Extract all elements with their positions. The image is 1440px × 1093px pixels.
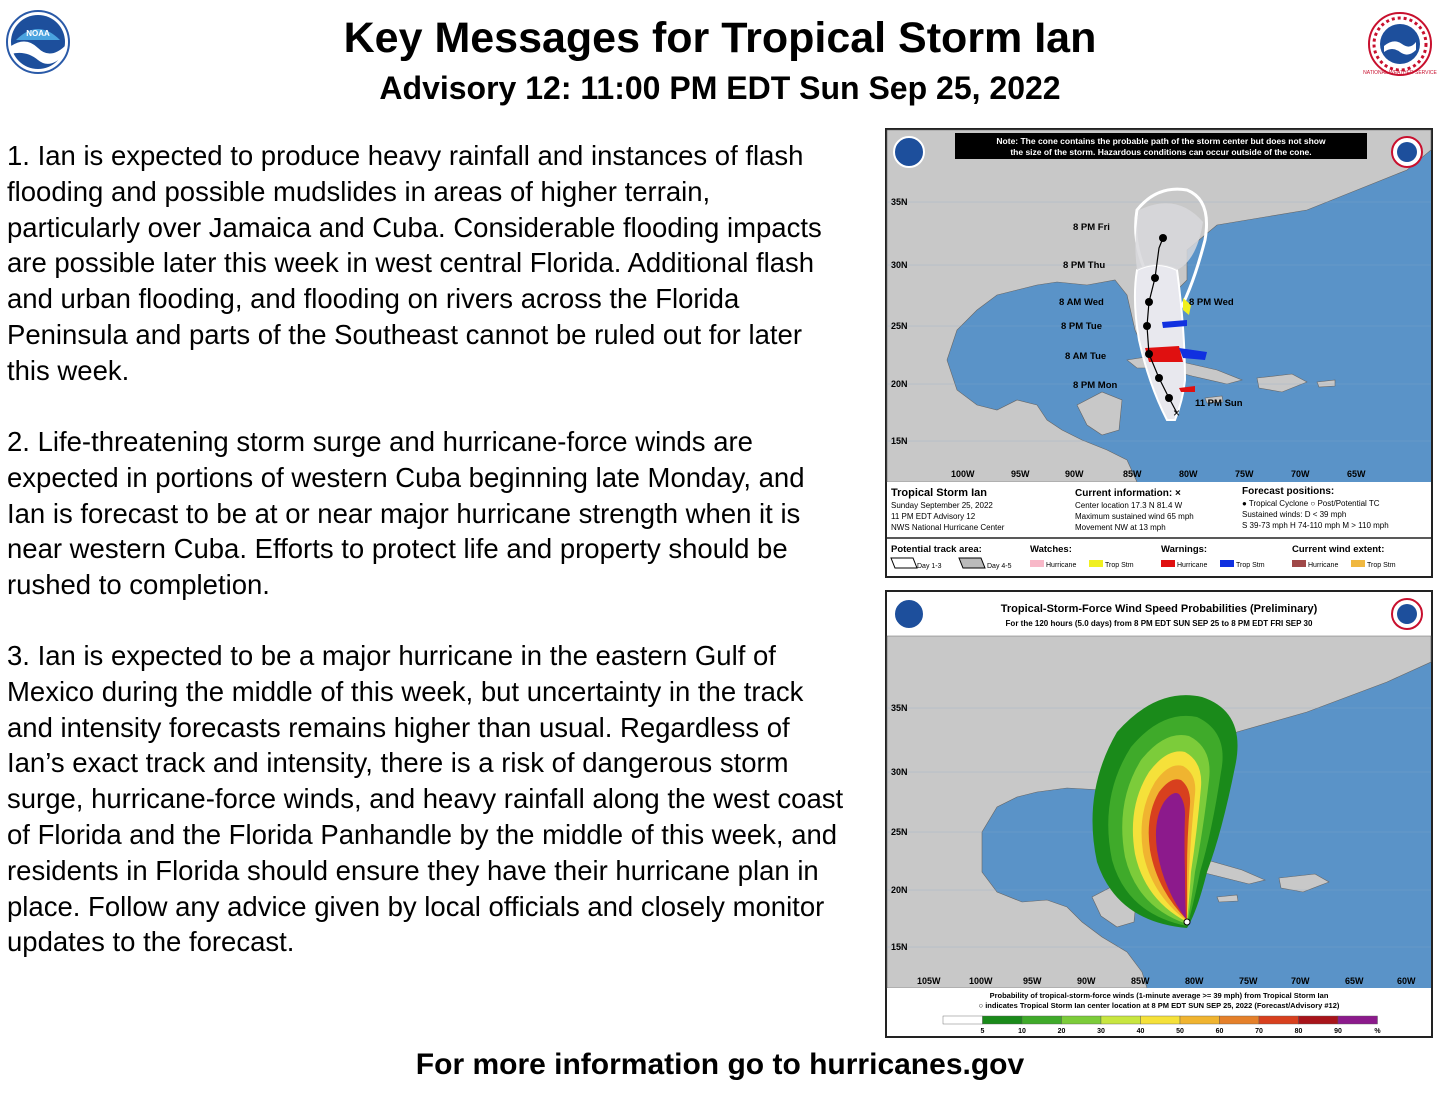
warnings-item: Trop Stm xyxy=(1236,562,1265,569)
lat-label: 20N xyxy=(891,379,908,389)
scale-label: 70 xyxy=(1255,1028,1263,1035)
scale-swatch xyxy=(1338,1016,1378,1024)
current-info-line: Movement NW at 13 mph xyxy=(1075,523,1166,532)
scale-swatch xyxy=(1141,1016,1181,1024)
advisory-number: 11 PM EDT Advisory 12 xyxy=(891,512,976,521)
advisory-center: NWS National Hurricane Center xyxy=(891,523,1005,532)
lon-label: 95W xyxy=(1011,469,1030,479)
lon-label: 85W xyxy=(1131,976,1150,986)
nws-mini-logo-inner xyxy=(1397,142,1417,162)
advisory-subtitle: Advisory 12: 11:00 PM EDT Sun Sep 25, 2022 xyxy=(379,70,1061,106)
scale-label: 20 xyxy=(1057,1028,1066,1035)
scale-label: 80 xyxy=(1294,1028,1303,1035)
forecast-cone-map xyxy=(885,128,1433,578)
track-label: 8 PM Fri xyxy=(1073,222,1110,233)
track-label: 8 AM Tue xyxy=(1065,351,1107,362)
forecast-positions-line: S 39-73 mph H 74-110 mph M > 110 mph xyxy=(1242,521,1389,530)
track-label: 8 PM Wed xyxy=(1189,297,1234,308)
key-message-3: 3. Ian is expected to be a major hurricane in the eastern Gulf of Mexico during the middle of this week, but uncertainty in the track and intensity forecasts remains higher than usual. Regardless of Ian’s exact track and intensity, there is a risk of dangerous storm surge, hurricane-force winds, and heavy rainfall along the west coast of Florida and the Florida Panhandle by the middle of this week, and residents in Florida should ensure they have their hurricane plan in place. Follow any advice given by local officials and closely monitor updates to the forecast. xyxy=(7,640,844,958)
advisory-date: Sunday September 25, 2022 xyxy=(891,501,993,510)
lon-label: 85W xyxy=(1123,469,1142,479)
scale-label: % xyxy=(1374,1028,1381,1035)
scale-swatch xyxy=(1101,1016,1141,1024)
prob-map-subtitle: For the 120 hours (5.0 days) from 8 PM EDT SUN SEP 25 to 8 PM EDT FRI SEP 30 xyxy=(1005,619,1313,628)
warnings-item: Hurricane xyxy=(1177,562,1208,569)
lon-label: 65W xyxy=(1347,469,1366,479)
current-position-marker: × xyxy=(1173,406,1181,420)
scale-label: 30 xyxy=(1097,1028,1105,1035)
scale-swatch xyxy=(983,1016,1023,1024)
scale-label: 10 xyxy=(1018,1028,1026,1035)
forecast-positions-line: ● Tropical Cyclone ○ Post/Potential TC xyxy=(1242,499,1380,508)
lat-label: 15N xyxy=(891,942,908,952)
lon-label: 100W xyxy=(969,976,993,986)
scale-swatch xyxy=(1062,1016,1102,1024)
storm-center-marker xyxy=(1184,919,1190,925)
track-label: 8 AM Wed xyxy=(1059,297,1104,308)
scale-swatch xyxy=(1299,1016,1339,1024)
lat-label: 25N xyxy=(891,321,908,331)
track-area-item: Day 4-5 xyxy=(987,563,1012,570)
scale-label: 40 xyxy=(1136,1028,1145,1035)
prob-caption-1: Probability of tropical-storm-force winds (1-minute average >= 39 mph) from Tropical Storm Ian xyxy=(989,991,1329,1000)
wind-probability-map xyxy=(885,590,1433,1038)
scale-swatch xyxy=(943,1016,983,1024)
scale-swatch xyxy=(1180,1016,1220,1024)
scale-swatch xyxy=(1220,1016,1260,1024)
wind-extent-item: Trop Stm xyxy=(1367,562,1396,569)
warnings-title: Warnings: xyxy=(1161,544,1208,555)
watches-item: Hurricane xyxy=(1046,562,1077,569)
scale-label: 5 xyxy=(980,1028,985,1035)
cone-note-line-1: Note: The cone contains the probable path of the storm center but does not show xyxy=(996,136,1326,146)
lat-label: 30N xyxy=(891,260,908,270)
lat-label: 25N xyxy=(891,827,908,837)
footer-link-text: For more information go to hurricanes.gov xyxy=(415,1048,1025,1081)
prob-map-title: Tropical-Storm-Force Wind Speed Probabilities (Preliminary) xyxy=(1000,603,1318,615)
lon-label: 65W xyxy=(1345,976,1364,986)
lon-label: 90W xyxy=(1065,469,1084,479)
wind-extent-title: Current wind extent: xyxy=(1292,544,1385,555)
lon-label: 80W xyxy=(1185,976,1204,986)
svg-text:NOAA: NOAA xyxy=(26,29,50,38)
scale-swatch xyxy=(1022,1016,1062,1024)
lon-label: 80W xyxy=(1179,469,1198,479)
svg-text:NATIONAL WEATHER SERVICE: NATIONAL WEATHER SERVICE xyxy=(1363,70,1437,76)
current-info-title: Current information: × xyxy=(1075,488,1181,499)
noaa-mini-logo xyxy=(894,137,924,167)
cone-note-line-2: the size of the storm. Hazardous conditions can occur outside of the cone. xyxy=(1010,147,1312,157)
forecast-positions-line: Sustained winds: D < 39 mph xyxy=(1242,510,1347,519)
watches-title: Watches: xyxy=(1030,544,1072,555)
lat-label: 20N xyxy=(891,885,908,895)
track-label: 8 PM Mon xyxy=(1073,380,1118,391)
key-message-2: 2. Life-threatening storm surge and hurricane-force winds are expected in portions of western Cuba beginning late Monday, and Ian is forecast to be at or near major hurricane strength when it is near western Cuba. Efforts to protect life and property should be rushed to completion. xyxy=(7,426,805,601)
scale-label: 50 xyxy=(1176,1028,1184,1035)
storm-name: Tropical Storm Ian xyxy=(891,487,987,499)
lat-label: 30N xyxy=(891,767,908,777)
track-area-item: Day 1-3 xyxy=(917,563,942,570)
scale-swatch xyxy=(1259,1016,1299,1024)
track-label: 11 PM Sun xyxy=(1195,398,1243,409)
lat-label: 35N xyxy=(891,197,908,207)
lon-label: 70W xyxy=(1291,976,1310,986)
prob-caption-2: ○ indicates Tropical Storm Ian center location at 8 PM EDT SUN SEP 25, 2022 (Forecast/Advisory #12) xyxy=(978,1001,1340,1010)
lat-label: 15N xyxy=(891,436,908,446)
watches-item: Trop Stm xyxy=(1105,562,1134,569)
track-area-title: Potential track area: xyxy=(891,544,982,555)
lon-label: 90W xyxy=(1077,976,1096,986)
forecast-positions-title: Forecast positions: xyxy=(1242,486,1335,497)
lat-label: 35N xyxy=(891,703,908,713)
lon-label: 75W xyxy=(1239,976,1258,986)
lon-label: 70W xyxy=(1291,469,1310,479)
nws-mini-logo-inner xyxy=(1397,604,1417,624)
scale-label: 90 xyxy=(1334,1028,1342,1035)
current-info-line: Center location 17.3 N 81.4 W xyxy=(1075,501,1183,510)
key-message-1: 1. Ian is expected to produce heavy rainfall and instances of flash flooding and possible mudslides in areas of higher terrain, particularly over Jamaica and Cuba. Considerable flooding impacts are possible later this week in west central Florida. Additional flash and urban flooding, and flooding on rivers across the Florida Peninsula and parts of the Southeast cannot be ruled out for later this week. xyxy=(7,140,822,386)
wind-extent-item: Hurricane xyxy=(1308,562,1339,569)
page-title: Key Messages for Tropical Storm Ian xyxy=(343,14,1097,62)
lon-label: 60W xyxy=(1397,976,1416,986)
lon-label: 75W xyxy=(1235,469,1254,479)
lon-label: 105W xyxy=(917,976,941,986)
current-info-line: Maximum sustained wind 65 mph xyxy=(1075,512,1194,521)
noaa-mini-logo xyxy=(894,599,924,629)
track-label: 8 PM Tue xyxy=(1061,321,1102,332)
scale-label: 60 xyxy=(1215,1028,1224,1035)
lon-label: 100W xyxy=(951,469,975,479)
lon-label: 95W xyxy=(1023,976,1042,986)
track-label: 8 PM Thu xyxy=(1063,260,1106,271)
